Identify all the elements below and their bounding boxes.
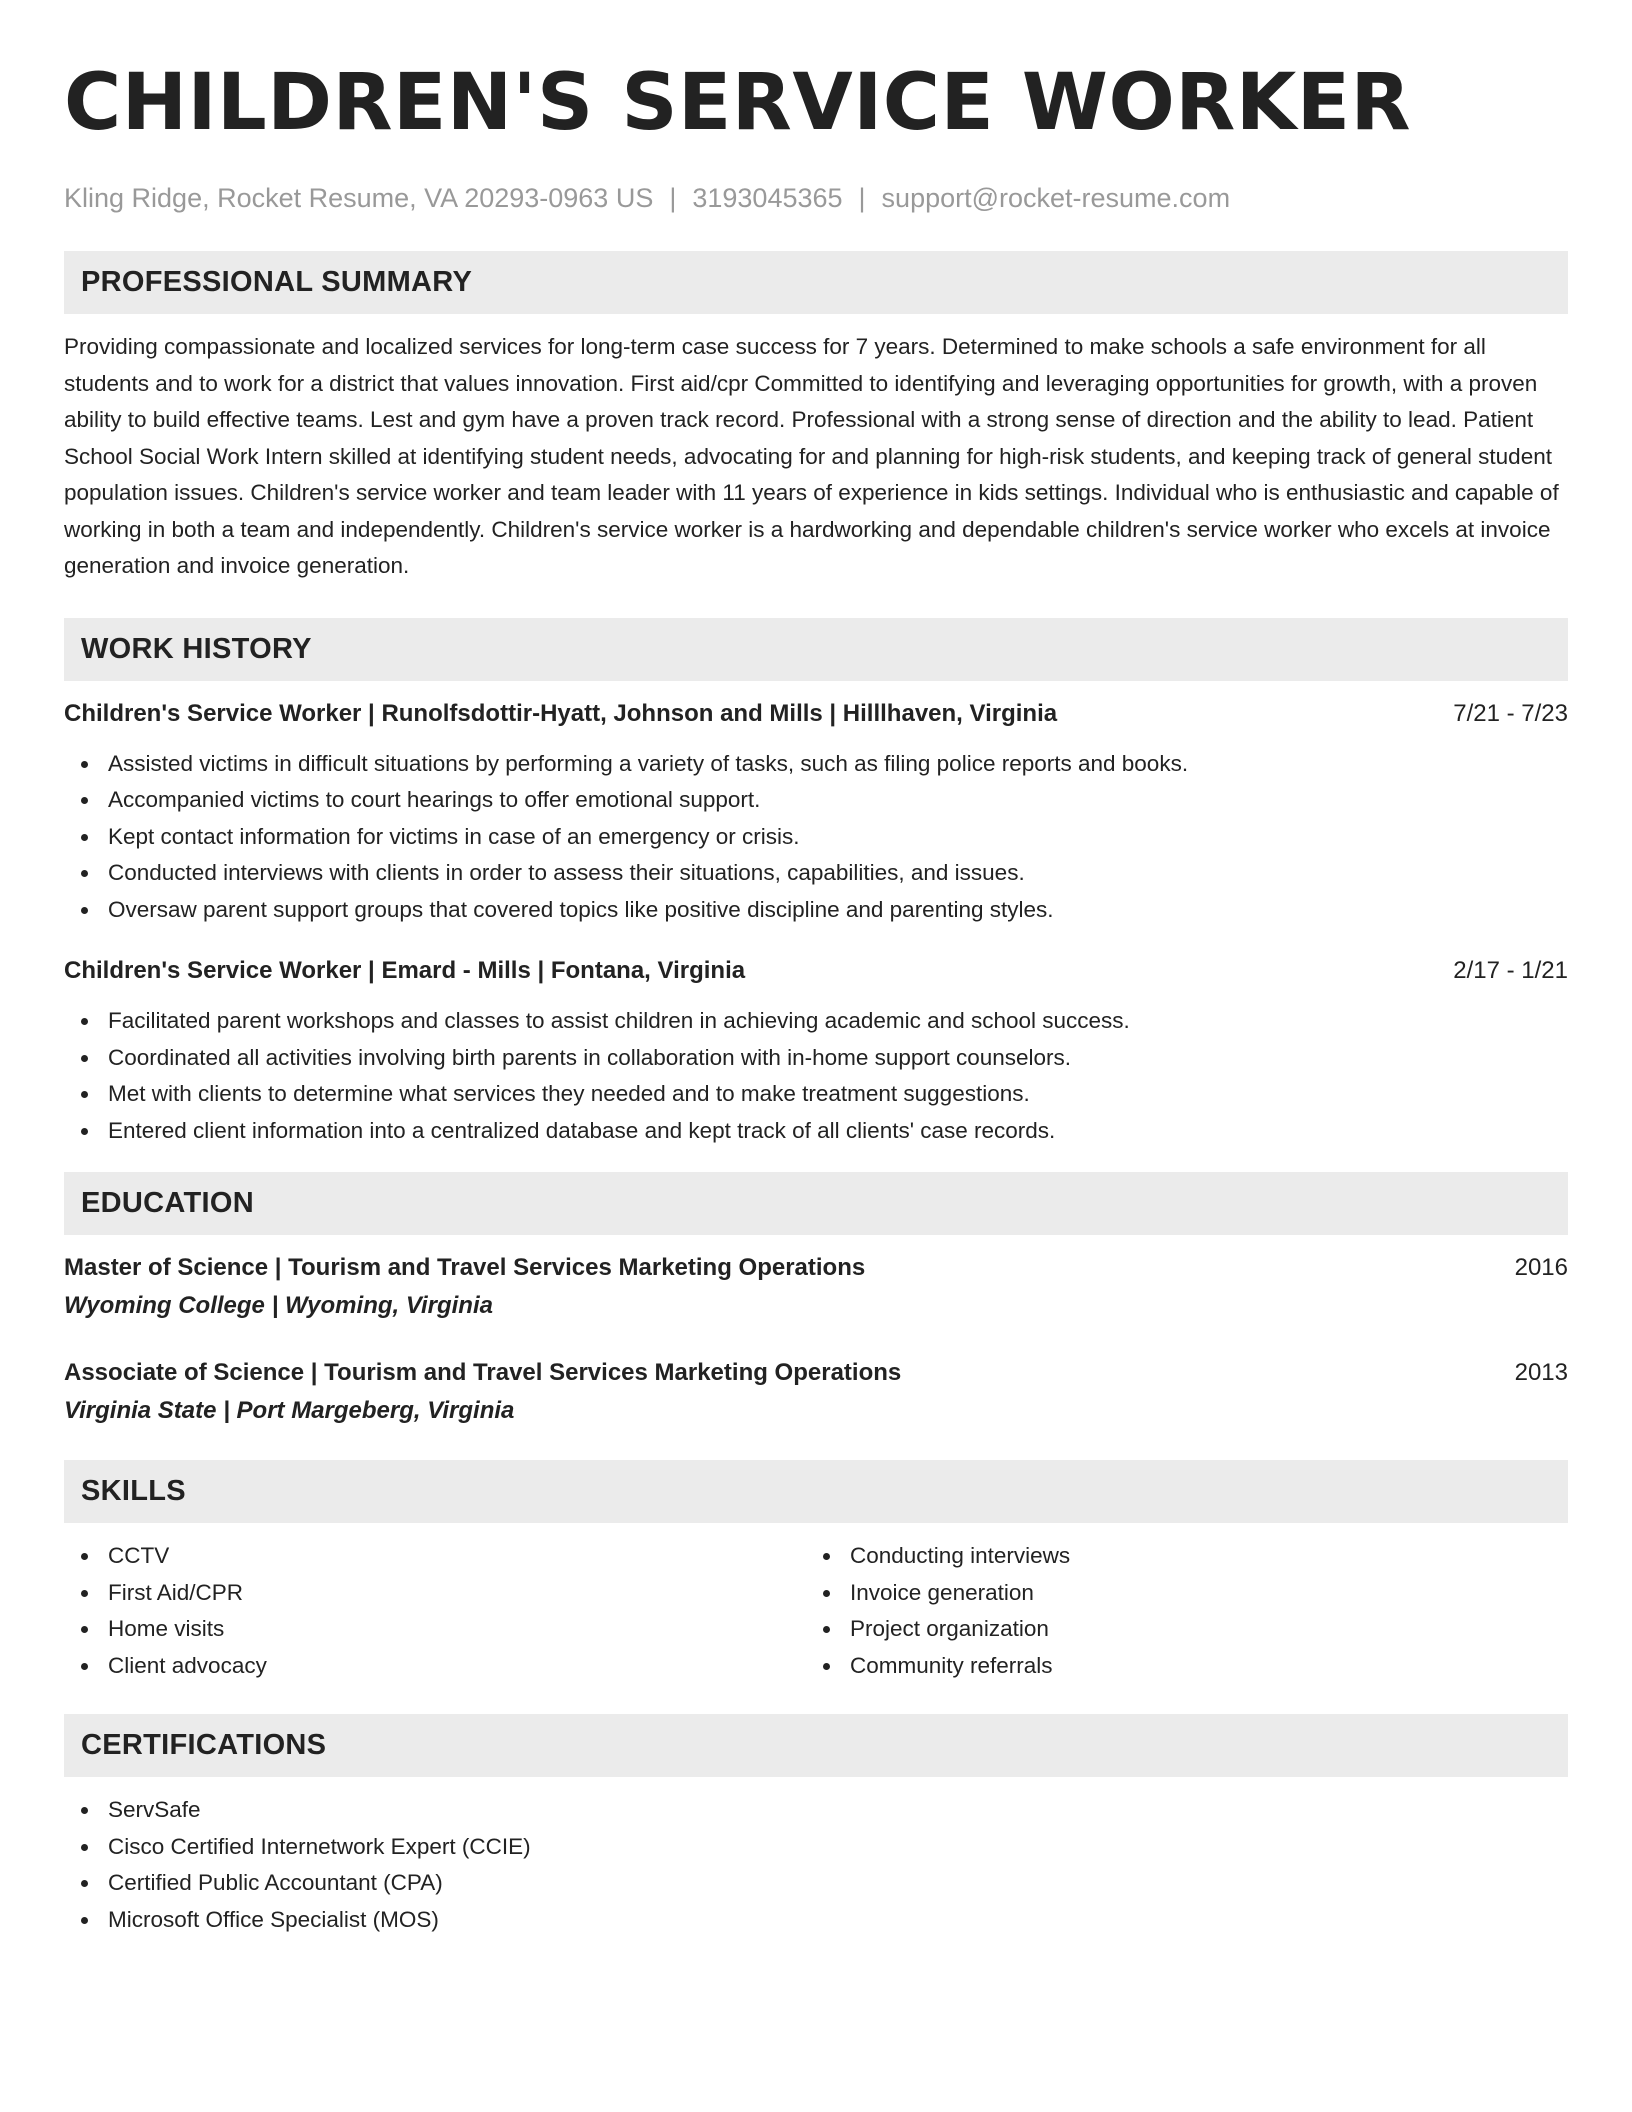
- candidate-name: CHILDREN'S SERVICE WORKER: [64, 58, 1412, 148]
- list-item: Coordinated all activities involving birth parents in collaboration with in-home support counselors.: [64, 1040, 1568, 1077]
- job-title: Children's Service Worker | Emard - Mills | Fontana, Virginia: [64, 957, 746, 984]
- contact-address: Kling Ridge, Rocket Resume, VA 20293-0963 US: [64, 183, 654, 213]
- section-heading-education: EDUCATION: [64, 1172, 1568, 1235]
- list-item: ServSafe: [64, 1792, 1568, 1829]
- education-school: Virginia State | Port Margeberg, Virginia: [64, 1397, 515, 1424]
- list-item: Microsoft Office Specialist (MOS): [64, 1902, 1568, 1939]
- list-item: Facilitated parent workshops and classes to assist children in achieving academic and school success.: [64, 1003, 1568, 1040]
- job-header: [64, 698, 1568, 730]
- certifications-list: [64, 1792, 1568, 1938]
- education-year: 2016: [1514, 1254, 1568, 1281]
- list-item: Client advocacy: [64, 1648, 806, 1685]
- job-entry: [64, 955, 1568, 1149]
- education-school: Wyoming College | Wyoming, Virginia: [64, 1292, 493, 1319]
- job-header: [64, 955, 1568, 987]
- job-duties-list: [64, 1003, 1568, 1149]
- list-item: Assisted victims in difficult situations by performing a variety of tasks, such as filing police reports and books.: [64, 746, 1568, 783]
- list-item: Community referrals: [806, 1648, 1548, 1685]
- education-header: [64, 1357, 1568, 1389]
- section-heading-summary: PROFESSIONAL SUMMARY: [64, 251, 1568, 314]
- list-item: Entered client information into a centralized database and kept track of all clients' case records.: [64, 1113, 1568, 1150]
- list-item: Met with clients to determine what services they needed and to make treatment suggestions.: [64, 1076, 1568, 1113]
- job-dates: 2/17 - 1/21: [1453, 957, 1568, 984]
- skills-list-left: [64, 1538, 806, 1684]
- list-item: Home visits: [64, 1611, 806, 1648]
- section-heading-skills: SKILLS: [64, 1460, 1568, 1523]
- list-item: Conducted interviews with clients in order to assess their situations, capabilities, and issues.: [64, 855, 1568, 892]
- contact-email: support@rocket-resume.com: [881, 183, 1231, 213]
- job-title: Children's Service Worker | Runolfsdottir-Hyatt, Johnson and Mills | Hilllhaven, Virginia: [64, 699, 1058, 727]
- list-item: Cisco Certified Internetwork Expert (CCIE): [64, 1829, 1568, 1866]
- job-entry: [64, 698, 1568, 929]
- skills-columns: [64, 1538, 1568, 1684]
- education-entry: [64, 1357, 1568, 1427]
- section-heading-certifications: CERTIFICATIONS: [64, 1714, 1568, 1777]
- contact-phone: 3193045365: [692, 183, 843, 213]
- education-year: 2013: [1514, 1359, 1568, 1386]
- list-item: Kept contact information for victims in case of an emergency or crisis.: [64, 819, 1568, 856]
- skills-list-right: [806, 1538, 1548, 1684]
- education-header: [64, 1252, 1568, 1284]
- list-item: Oversaw parent support groups that covered topics like positive discipline and parenting styles.: [64, 892, 1568, 929]
- list-item: Accompanied victims to court hearings to offer emotional support.: [64, 782, 1568, 819]
- list-item: Certified Public Accountant (CPA): [64, 1865, 1568, 1902]
- education-degree: Master of Science | Tourism and Travel Services Marketing Operations: [64, 1254, 866, 1281]
- job-duties-list: [64, 746, 1568, 929]
- education-degree: Associate of Science | Tourism and Travel Services Marketing Operations: [64, 1359, 902, 1386]
- list-item: Project organization: [806, 1611, 1548, 1648]
- section-heading-work-history: WORK HISTORY: [64, 618, 1568, 681]
- list-item: Conducting interviews: [806, 1538, 1548, 1575]
- list-item: CCTV: [64, 1538, 806, 1575]
- contact-separator: |: [669, 183, 677, 213]
- contact-separator: |: [858, 183, 866, 213]
- resume-page: [64, 58, 1568, 1938]
- contact-line: [64, 182, 1568, 214]
- list-item: Invoice generation: [806, 1575, 1548, 1612]
- list-item: First Aid/CPR: [64, 1575, 806, 1612]
- summary-text: Providing compassionate and localized services for long-term case success for 7 years. Determined to make schools a safe environment for all students and to work for a district that values innovation. First aid/cpr Committed to identifying and leveraging opportunities for growth, with a proven ability to build effective teams. Lest and gym have a proven track record. Professional with a strong sense of direction and the ability to lead. Patient School Social Work Intern skilled at identifying student needs, advocating for and planning for high-risk students, and keeping track of general student population issues. Children's service worker and team leader with 11 years of experience in kids settings. Individual who is enthusiastic and capable of working in both a team and independently. Children's service worker is a hardworking and dependable children's service worker who excels at invoice generation and invoice generation.: [64, 334, 1559, 578]
- education-entry: [64, 1252, 1568, 1322]
- job-dates: 7/21 - 7/23: [1453, 699, 1568, 727]
